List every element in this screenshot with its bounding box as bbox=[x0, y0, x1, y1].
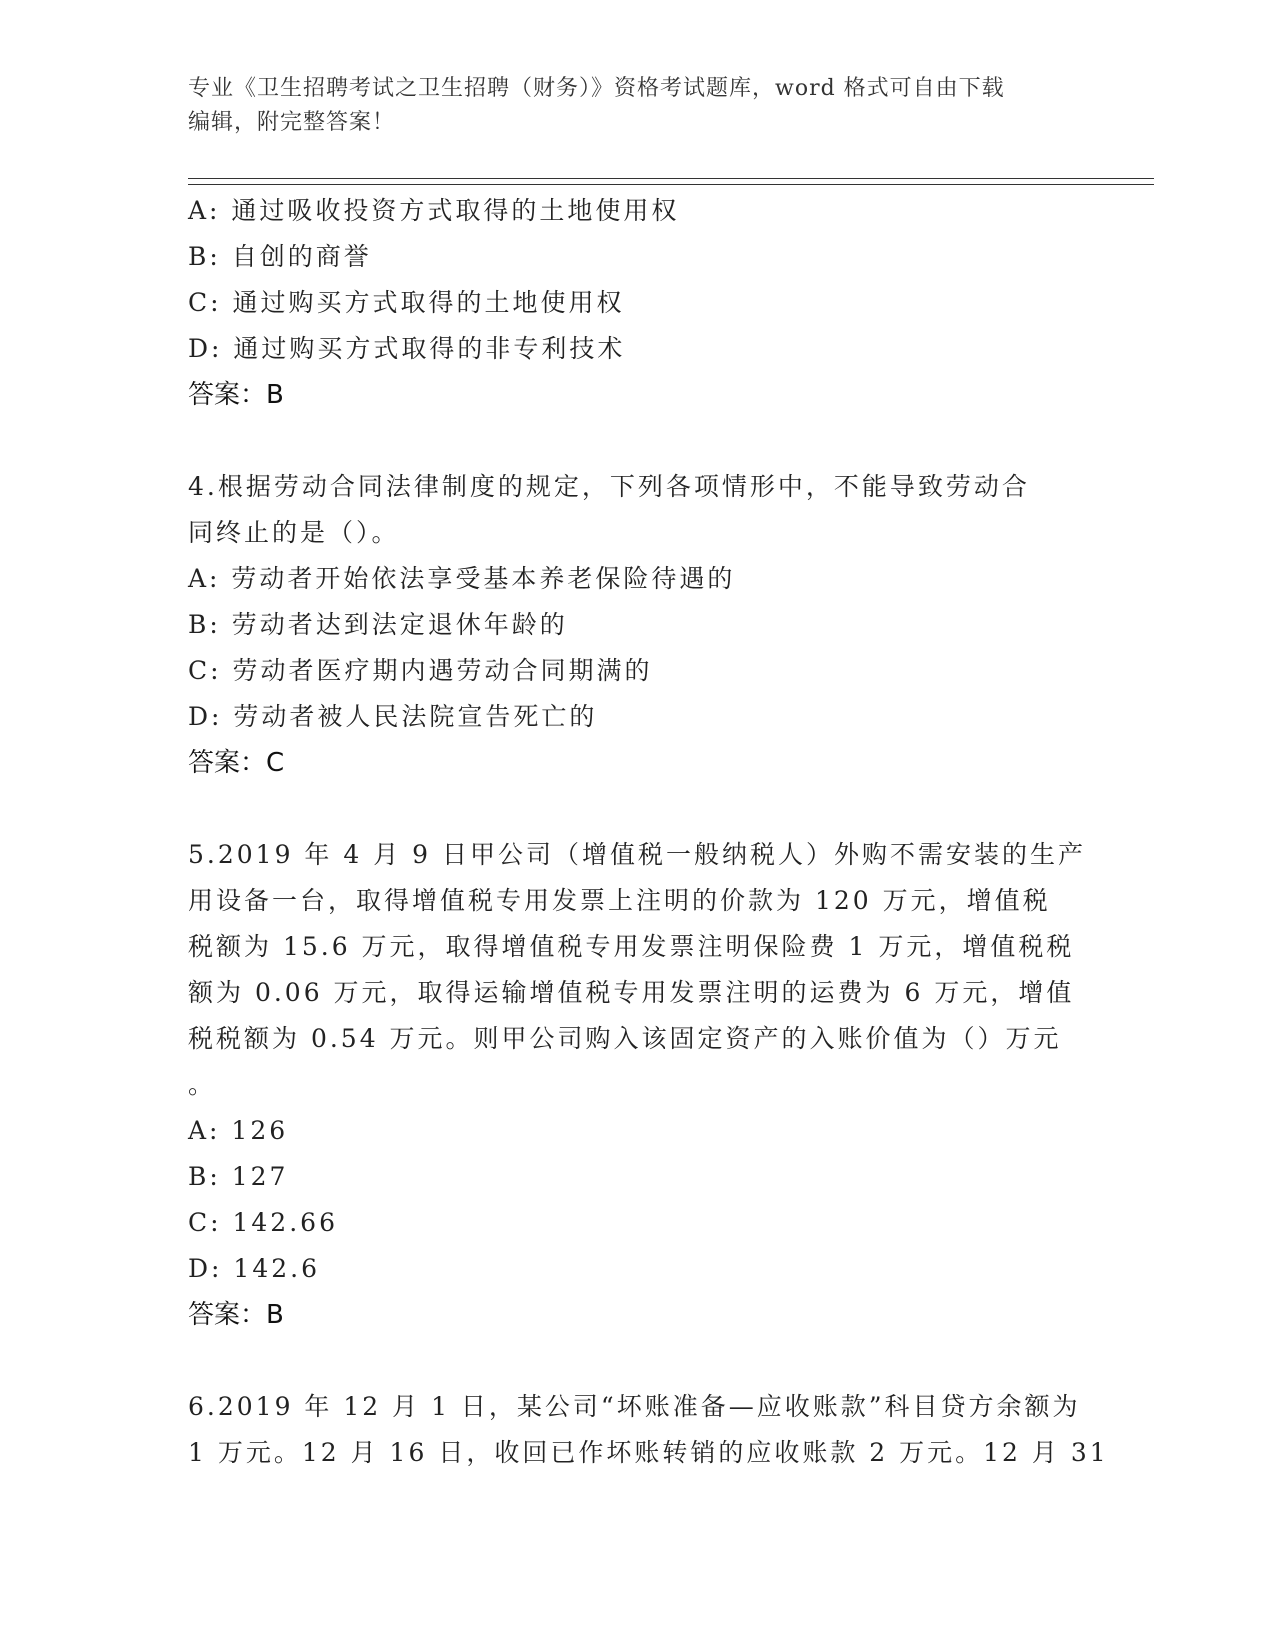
option-d: D: 142.6 bbox=[188, 1254, 320, 1283]
option-a: A: 劳动者开始依法享受基本养老保险待遇的 bbox=[188, 564, 736, 593]
question-5 bbox=[188, 832, 1088, 1338]
option-c: C: 劳动者医疗期内遇劳动合同期满的 bbox=[188, 656, 653, 685]
option-c: C: 142.66 bbox=[188, 1208, 338, 1237]
spacer bbox=[188, 418, 1088, 464]
document-header bbox=[188, 72, 1088, 140]
header-rule-top bbox=[188, 178, 1154, 179]
question-3 bbox=[188, 188, 1088, 418]
header-line-2: 编辑，附完整答案！ bbox=[188, 110, 396, 135]
question-6 bbox=[188, 1384, 1109, 1476]
question-stem-line: 税税额为 0.54 万元。则甲公司购入该固定资产的入账价值为（）万元 bbox=[188, 1024, 1062, 1053]
spacer bbox=[188, 1338, 1088, 1384]
option-a: A: 126 bbox=[188, 1116, 289, 1145]
question-stem-line: 5.2019 年 4 月 9 日甲公司（增值税一般纳税人）外购不需安装的生产 bbox=[188, 840, 1087, 869]
option-c: C: 通过购买方式取得的土地使用权 bbox=[188, 288, 625, 317]
question-list bbox=[188, 188, 1109, 1476]
question-stem-line: 用设备一台，取得增值税专用发票上注明的价款为 120 万元，增值税 bbox=[188, 886, 1051, 915]
question-stem-line: 同终止的是（）。 bbox=[188, 518, 400, 547]
question-stem-line: 1 万元。12 月 16 日，收回已作坏账转销的应收账款 2 万元。12 月 31 bbox=[188, 1438, 1109, 1467]
question-stem-line: 4.根据劳动合同法律制度的规定，下列各项情形中，不能导致劳动合 bbox=[188, 472, 1030, 501]
spacer bbox=[188, 786, 1088, 832]
option-a: A: 通过吸收投资方式取得的土地使用权 bbox=[188, 196, 680, 225]
question-stem-line: 6.2019 年 12 月 1 日，某公司“坏账准备—应收账款”科目贷方余额为 bbox=[188, 1392, 1081, 1421]
option-b: B: 劳动者达到法定退休年龄的 bbox=[188, 610, 568, 639]
answer: 答案：B bbox=[188, 380, 284, 410]
option-b: B: 自创的商誉 bbox=[188, 242, 372, 271]
question-stem-line: 额为 0.06 万元，取得运输增值税专用发票注明的运费为 6 万元，增值 bbox=[188, 978, 1075, 1007]
option-b: B: 127 bbox=[188, 1162, 289, 1191]
question-stem-line: 。 bbox=[188, 1070, 217, 1099]
option-d: D: 劳动者被人民法院宣告死亡的 bbox=[188, 702, 598, 731]
option-d: D: 通过购买方式取得的非专利技术 bbox=[188, 334, 626, 363]
question-stem-line: 税额为 15.6 万元，取得增值税专用发票注明保险费 1 万元，增值税税 bbox=[188, 932, 1075, 961]
header-line-1: 专业《卫生招聘考试之卫生招聘（财务）》资格考试题库，word 格式可自由下载 bbox=[188, 76, 1005, 101]
answer: 答案：B bbox=[188, 1300, 284, 1330]
answer: 答案：C bbox=[188, 748, 285, 778]
header-rule-bottom bbox=[188, 184, 1154, 185]
question-4 bbox=[188, 464, 1088, 786]
